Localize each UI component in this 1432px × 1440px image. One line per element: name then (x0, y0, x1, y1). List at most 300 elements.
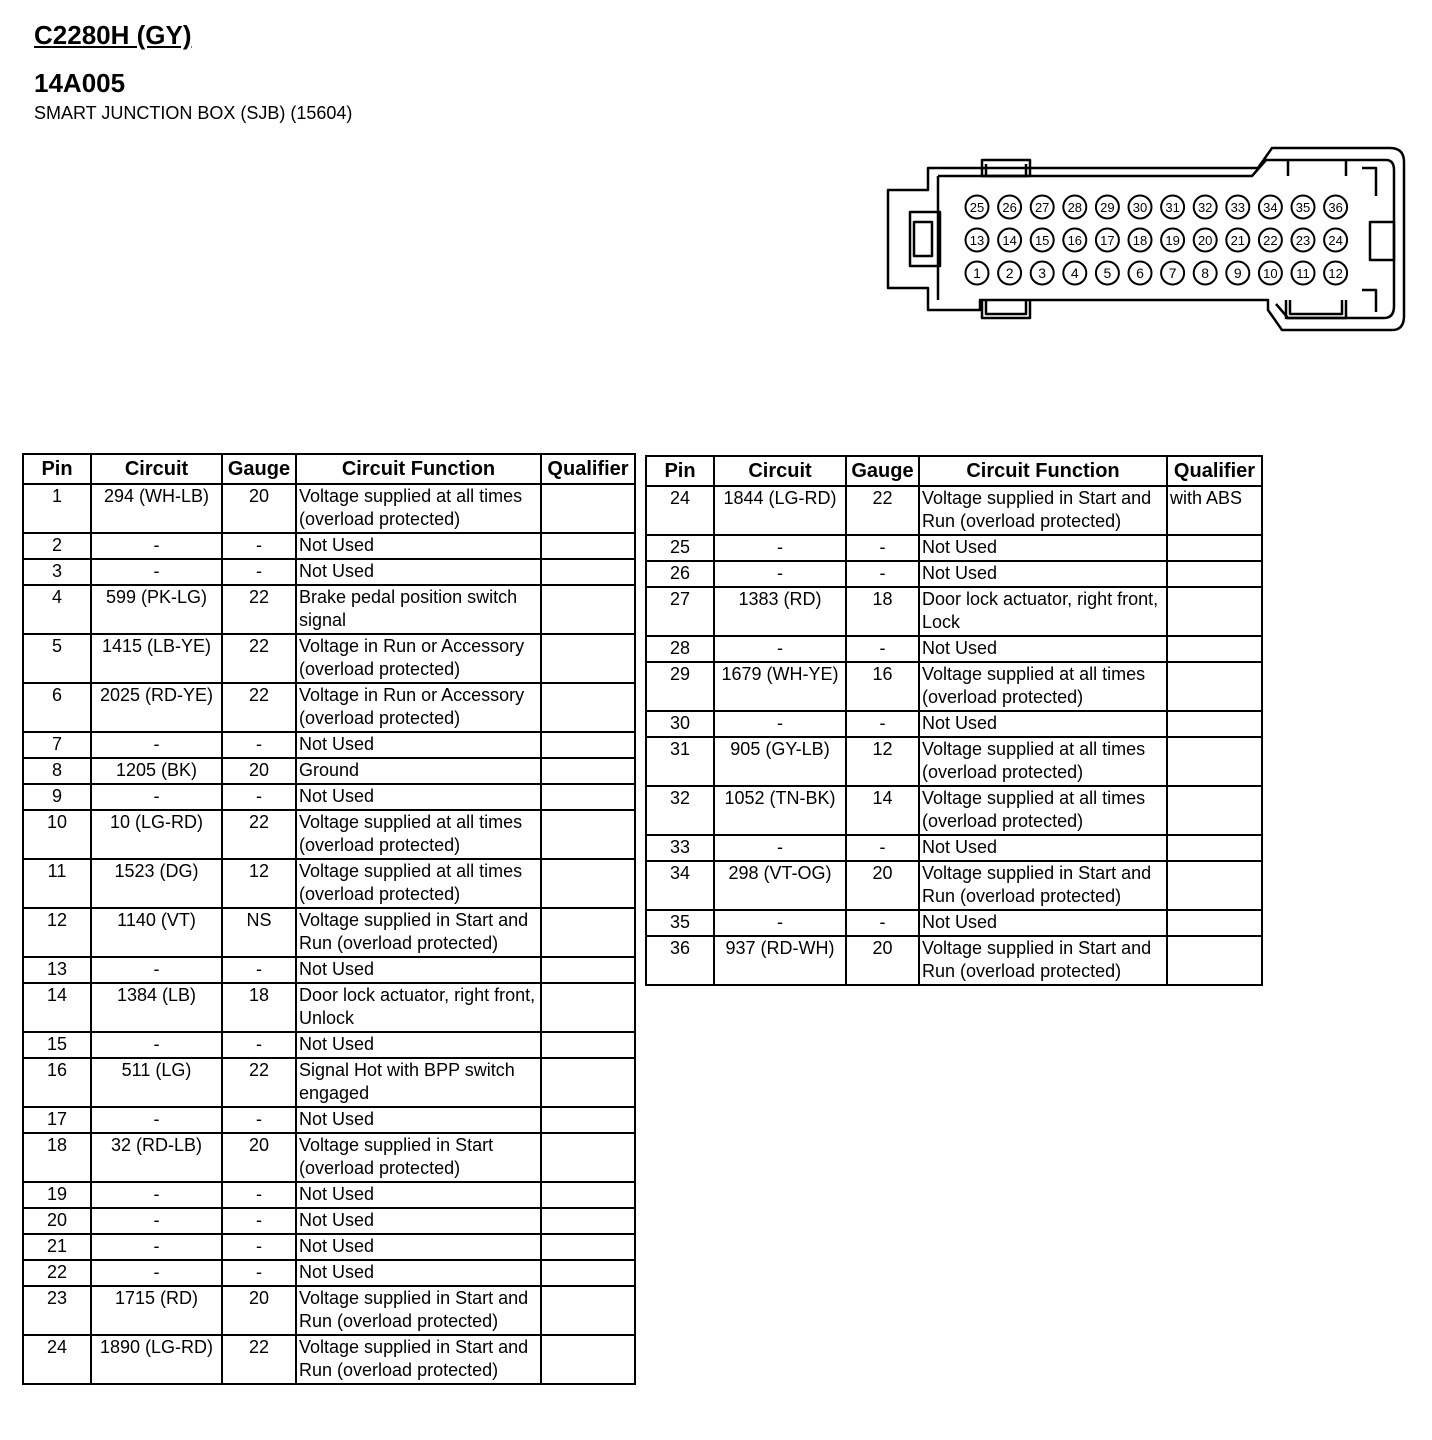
connector-pin (1324, 196, 1347, 219)
connector-pin (1259, 196, 1282, 219)
pin-cell: 6 (23, 683, 91, 732)
table-row (23, 1032, 635, 1058)
circuit-function-cell: Voltage supplied at all times (overload protected) (296, 484, 541, 533)
pin-cell: 2 (23, 533, 91, 559)
gauge-cell: - (222, 732, 296, 758)
qualifier-cell (1167, 535, 1262, 561)
circuit-cell: - (91, 732, 222, 758)
qualifier-cell (1167, 711, 1262, 737)
table-row (646, 835, 1262, 861)
pin-cell: 32 (646, 786, 714, 835)
pin-cell: 9 (23, 784, 91, 810)
col-header-circuit: Circuit (91, 454, 222, 484)
gauge-cell: 22 (846, 486, 919, 535)
pinout-table-right (645, 455, 1263, 986)
qualifier-cell (541, 957, 635, 983)
pin-cell: 1 (23, 484, 91, 533)
gauge-cell: - (222, 1107, 296, 1133)
gauge-cell: 20 (222, 484, 296, 533)
qualifier-cell (1167, 636, 1262, 662)
connector-pin (1161, 229, 1184, 252)
connector-pin (998, 229, 1021, 252)
circuit-function-cell: Voltage supplied in Start and Run (overload protected) (296, 908, 541, 957)
qualifier-cell (541, 983, 635, 1032)
pin-cell: 36 (646, 936, 714, 985)
table-row (646, 636, 1262, 662)
table-row (23, 1286, 635, 1335)
circuit-function-cell: Voltage supplied in Start and Run (overload protected) (296, 1335, 541, 1384)
qualifier-cell (541, 1182, 635, 1208)
circuit-cell: - (91, 1208, 222, 1234)
pin-number: 27 (1034, 200, 1050, 215)
circuit-cell: 1523 (DG) (91, 859, 222, 908)
circuit-cell: - (714, 910, 846, 936)
pin-number: 19 (1165, 233, 1180, 248)
qualifier-cell (541, 559, 635, 585)
circuit-cell: 1384 (LB) (91, 983, 222, 1032)
pin-number: 4 (1070, 265, 1079, 281)
pin-number: 20 (1197, 233, 1213, 248)
qualifier-cell (541, 732, 635, 758)
table-row (646, 711, 1262, 737)
table-row (23, 784, 635, 810)
pin-cell: 33 (646, 835, 714, 861)
connector-pin (1063, 229, 1086, 252)
pin-number: 10 (1263, 266, 1278, 281)
gauge-cell: 22 (222, 683, 296, 732)
table-row (23, 1260, 635, 1286)
connector-pin (1031, 262, 1054, 285)
pin-number: 16 (1067, 233, 1083, 248)
gauge-cell: - (222, 957, 296, 983)
circuit-cell: - (91, 559, 222, 585)
pin-cell: 27 (646, 587, 714, 636)
table-row (23, 1208, 635, 1234)
pin-number: 28 (1067, 200, 1083, 215)
circuit-function-cell: Voltage supplied at all times (overload protected) (919, 737, 1167, 786)
connector-pin (1324, 229, 1347, 252)
pin-cell: 22 (23, 1260, 91, 1286)
connector-pin (1194, 196, 1217, 219)
circuit-cell: 1844 (LG-RD) (714, 486, 846, 535)
gauge-cell: 12 (222, 859, 296, 908)
gauge-cell: 22 (222, 1335, 296, 1384)
circuit-function-cell: Door lock actuator, right front, Unlock (296, 983, 541, 1032)
pin-number: 7 (1168, 265, 1177, 281)
pin-number: 1 (973, 265, 981, 281)
connector-pin (966, 262, 989, 285)
pin-number: 36 (1328, 200, 1343, 215)
pin-number: 34 (1263, 200, 1278, 215)
table-row (23, 683, 635, 732)
qualifier-cell (541, 784, 635, 810)
circuit-function-cell: Not Used (296, 957, 541, 983)
pin-number: 6 (1136, 265, 1144, 281)
table-row (23, 810, 635, 859)
gauge-cell: 22 (222, 585, 296, 634)
circuit-function-cell: Signal Hot with BPP switch engaged (296, 1058, 541, 1107)
pin-cell: 31 (646, 737, 714, 786)
circuit-cell: 1890 (LG-RD) (91, 1335, 222, 1384)
circuit-cell: - (91, 1234, 222, 1260)
pin-cell: 11 (23, 859, 91, 908)
pin-number: 29 (1100, 200, 1115, 215)
pin-cell: 35 (646, 910, 714, 936)
pin-number: 31 (1165, 200, 1180, 215)
qualifier-cell (541, 1286, 635, 1335)
pin-cell: 25 (646, 535, 714, 561)
pin-number: 17 (1100, 233, 1115, 248)
col-header-gauge: Gauge (222, 454, 296, 484)
table-row (646, 535, 1262, 561)
circuit-cell: 2025 (RD-YE) (91, 683, 222, 732)
connector-pin (998, 262, 1021, 285)
pin-cell: 12 (23, 908, 91, 957)
pin-cell: 23 (23, 1286, 91, 1335)
circuit-function-cell: Voltage in Run or Accessory (overload protected) (296, 683, 541, 732)
connector-pin (966, 229, 989, 252)
gauge-cell: - (846, 711, 919, 737)
circuit-cell: 1052 (TN-BK) (714, 786, 846, 835)
circuit-function-cell: Brake pedal position switch signal (296, 585, 541, 634)
pin-cell: 20 (23, 1208, 91, 1234)
qualifier-cell (541, 683, 635, 732)
pin-cell: 21 (23, 1234, 91, 1260)
pin-cell: 15 (23, 1032, 91, 1058)
pin-cell: 8 (23, 758, 91, 784)
circuit-function-cell: Not Used (296, 1182, 541, 1208)
connector-pin (1129, 196, 1152, 219)
connector-pin (1194, 229, 1217, 252)
circuit-cell: 1140 (VT) (91, 908, 222, 957)
connector-pin (1063, 196, 1086, 219)
gauge-cell: 16 (846, 662, 919, 711)
pin-cell: 7 (23, 732, 91, 758)
table-row (646, 936, 1262, 985)
table-row (23, 908, 635, 957)
qualifier-cell (1167, 737, 1262, 786)
pin-cell: 24 (646, 486, 714, 535)
pin-cell: 17 (23, 1107, 91, 1133)
col-header-qualifier: Qualifier (541, 454, 635, 484)
pin-cell: 30 (646, 711, 714, 737)
table-row (23, 585, 635, 634)
qualifier-cell (1167, 662, 1262, 711)
qualifier-cell (1167, 910, 1262, 936)
qualifier-cell: with ABS (1167, 486, 1262, 535)
circuit-cell: 294 (WH-LB) (91, 484, 222, 533)
pin-cell: 13 (23, 957, 91, 983)
connector-pin (1129, 262, 1152, 285)
pin-number: 23 (1295, 233, 1311, 248)
circuit-cell: - (714, 711, 846, 737)
gauge-cell: - (846, 835, 919, 861)
connector-pin (1161, 196, 1184, 219)
pin-cell: 5 (23, 634, 91, 683)
circuit-cell: - (91, 533, 222, 559)
qualifier-cell (541, 484, 635, 533)
circuit-function-cell: Not Used (296, 1208, 541, 1234)
qualifier-cell (541, 1260, 635, 1286)
pin-number: 21 (1230, 233, 1246, 248)
circuit-function-cell: Not Used (919, 535, 1167, 561)
qualifier-cell (541, 1335, 635, 1384)
circuit-function-cell: Voltage supplied at all times (overload protected) (296, 810, 541, 859)
qualifier-cell (1167, 786, 1262, 835)
qualifier-cell (1167, 835, 1262, 861)
pin-cell: 24 (23, 1335, 91, 1384)
circuit-function-cell: Not Used (296, 1260, 541, 1286)
pin-number: 15 (1034, 233, 1050, 248)
connector-pin (966, 196, 989, 219)
circuit-function-cell: Not Used (296, 559, 541, 585)
circuit-cell: - (91, 784, 222, 810)
connector-pin (1129, 229, 1152, 252)
circuit-function-cell: Voltage supplied in Start and Run (overload protected) (919, 486, 1167, 535)
connector-pin (1031, 229, 1054, 252)
circuit-function-cell: Not Used (919, 561, 1167, 587)
circuit-function-cell: Not Used (296, 1032, 541, 1058)
qualifier-cell (541, 1133, 635, 1182)
table-row (23, 1058, 635, 1107)
table-row (23, 1133, 635, 1182)
gauge-cell: 22 (222, 634, 296, 683)
qualifier-cell (541, 810, 635, 859)
table-row (23, 859, 635, 908)
col-header-pin: Pin (23, 454, 91, 484)
table-header-row (646, 456, 1262, 486)
circuit-cell: 1205 (BK) (91, 758, 222, 784)
gauge-cell: NS (222, 908, 296, 957)
qualifier-cell (541, 1032, 635, 1058)
connector-pin (1226, 229, 1249, 252)
pin-cell: 3 (23, 559, 91, 585)
connector-pin (1259, 262, 1282, 285)
qualifier-cell (541, 1058, 635, 1107)
connector-pin (1292, 229, 1315, 252)
table-row (646, 486, 1262, 535)
table-row (23, 1182, 635, 1208)
circuit-function-cell: Not Used (296, 1107, 541, 1133)
circuit-function-cell: Voltage supplied in Start and Run (overload protected) (919, 936, 1167, 985)
pin-number: 30 (1132, 200, 1148, 215)
qualifier-cell (541, 908, 635, 957)
table-row (23, 732, 635, 758)
part-number: 14A005 (34, 68, 126, 98)
col-header-circuit: Circuit (714, 456, 846, 486)
circuit-cell: - (91, 1260, 222, 1286)
connector-id: C2280H (GY) (34, 20, 192, 50)
col-header-qualifier: Qualifier (1167, 456, 1262, 486)
table-row (23, 533, 635, 559)
table-row (23, 957, 635, 983)
circuit-cell: - (91, 1182, 222, 1208)
circuit-function-cell: Not Used (296, 1234, 541, 1260)
connector-pin (1096, 262, 1119, 285)
circuit-cell: - (714, 835, 846, 861)
qualifier-cell (541, 1107, 635, 1133)
table-row (23, 634, 635, 683)
circuit-cell: 1715 (RD) (91, 1286, 222, 1335)
table-row (646, 662, 1262, 711)
gauge-cell: 20 (222, 758, 296, 784)
connector-pin (1194, 262, 1217, 285)
table-row (646, 561, 1262, 587)
connector-pin (1226, 262, 1249, 285)
pin-number: 25 (969, 200, 985, 215)
gauge-cell: 20 (222, 1286, 296, 1335)
circuit-cell: - (714, 636, 846, 662)
pin-cell: 18 (23, 1133, 91, 1182)
table-row (23, 758, 635, 784)
pin-cell: 26 (646, 561, 714, 587)
circuit-function-cell: Not Used (296, 533, 541, 559)
circuit-function-cell: Voltage supplied in Start (overload protected) (296, 1133, 541, 1182)
gauge-cell: 18 (222, 983, 296, 1032)
circuit-cell: - (91, 1032, 222, 1058)
qualifier-cell (1167, 587, 1262, 636)
pin-number: 5 (1103, 265, 1112, 281)
gauge-cell: - (222, 1260, 296, 1286)
gauge-cell: - (222, 559, 296, 585)
table-row (23, 1234, 635, 1260)
circuit-cell: 1415 (LB-YE) (91, 634, 222, 683)
col-header-circuit-function: Circuit Function (919, 456, 1167, 486)
pin-number: 9 (1233, 265, 1242, 281)
pin-cell: 29 (646, 662, 714, 711)
table-row (646, 587, 1262, 636)
pin-number: 11 (1296, 266, 1310, 281)
col-header-gauge: Gauge (846, 456, 919, 486)
connector-pin (1226, 196, 1249, 219)
circuit-cell: 298 (VT-OG) (714, 861, 846, 910)
circuit-cell: 32 (RD-LB) (91, 1133, 222, 1182)
circuit-function-cell: Voltage supplied in Start and Run (overload protected) (919, 861, 1167, 910)
circuit-function-cell: Voltage in Run or Accessory (overload protected) (296, 634, 541, 683)
gauge-cell: 22 (222, 1058, 296, 1107)
circuit-function-cell: Not Used (919, 835, 1167, 861)
circuit-function-cell: Voltage supplied at all times (overload protected) (296, 859, 541, 908)
gauge-cell: - (846, 636, 919, 662)
circuit-cell: 599 (PK-LG) (91, 585, 222, 634)
pin-number: 22 (1263, 233, 1278, 248)
qualifier-cell (1167, 936, 1262, 985)
component-name: SMART JUNCTION BOX (SJB) (15604) (34, 103, 353, 123)
circuit-cell: 1383 (RD) (714, 587, 846, 636)
circuit-function-cell: Voltage supplied at all times (overload protected) (919, 786, 1167, 835)
table-row (646, 910, 1262, 936)
connector-pin (1096, 196, 1119, 219)
pin-number: 33 (1230, 200, 1246, 215)
gauge-cell: - (846, 910, 919, 936)
connector-face-diagram (884, 145, 1412, 340)
gauge-cell: - (222, 1032, 296, 1058)
circuit-cell: - (714, 535, 846, 561)
pin-number: 13 (969, 233, 985, 248)
gauge-cell: 18 (846, 587, 919, 636)
gauge-cell: - (846, 561, 919, 587)
pin-number: 8 (1201, 265, 1210, 281)
pin-number: 12 (1328, 266, 1343, 281)
gauge-cell: - (222, 1182, 296, 1208)
connector-pin (1292, 196, 1315, 219)
col-header-pin: Pin (646, 456, 714, 486)
table-row (23, 559, 635, 585)
circuit-function-cell: Not Used (919, 636, 1167, 662)
pin-cell: 14 (23, 983, 91, 1032)
pin-cell: 16 (23, 1058, 91, 1107)
circuit-cell: 511 (LG) (91, 1058, 222, 1107)
pin-number: 26 (1002, 200, 1017, 215)
qualifier-cell (1167, 561, 1262, 587)
connector-pin-grid (966, 196, 1348, 285)
pin-number: 14 (1002, 233, 1017, 248)
circuit-function-cell: Not Used (296, 784, 541, 810)
pin-cell: 28 (646, 636, 714, 662)
pinout-table-left (22, 453, 636, 1385)
connector-pin (1324, 262, 1347, 285)
circuit-cell: - (714, 561, 846, 587)
pin-number: 24 (1328, 233, 1343, 248)
circuit-cell: 10 (LG-RD) (91, 810, 222, 859)
pin-number: 35 (1295, 200, 1311, 215)
connector-pin (1031, 196, 1054, 219)
qualifier-cell (541, 1208, 635, 1234)
connector-pin (1259, 229, 1282, 252)
circuit-function-cell: Voltage supplied at all times (overload protected) (919, 662, 1167, 711)
table-row (23, 484, 635, 533)
circuit-cell: - (91, 957, 222, 983)
gauge-cell: - (222, 1208, 296, 1234)
table-row (646, 786, 1262, 835)
qualifier-cell (541, 634, 635, 683)
pin-number: 2 (1005, 265, 1014, 281)
pin-cell: 19 (23, 1182, 91, 1208)
col-header-circuit-function: Circuit Function (296, 454, 541, 484)
circuit-function-cell: Not Used (919, 711, 1167, 737)
pin-cell: 34 (646, 861, 714, 910)
gauge-cell: - (846, 535, 919, 561)
pin-number: 32 (1197, 200, 1213, 215)
connector-pin (1161, 262, 1184, 285)
circuit-cell: 1679 (WH-YE) (714, 662, 846, 711)
circuit-cell: 905 (GY-LB) (714, 737, 846, 786)
table-row (23, 1335, 635, 1384)
circuit-function-cell: Ground (296, 758, 541, 784)
pin-number: 3 (1038, 265, 1047, 281)
qualifier-cell (541, 533, 635, 559)
table-row (23, 1107, 635, 1133)
circuit-function-cell: Door lock actuator, right front, Lock (919, 587, 1167, 636)
pin-cell: 10 (23, 810, 91, 859)
table-row (23, 983, 635, 1032)
qualifier-cell (541, 859, 635, 908)
pin-number: 18 (1132, 233, 1148, 248)
circuit-function-cell: Not Used (296, 732, 541, 758)
connector-pin (1063, 262, 1086, 285)
table-header-row (23, 454, 635, 484)
table-row (646, 737, 1262, 786)
gauge-cell: 20 (222, 1133, 296, 1182)
gauge-cell: 20 (846, 936, 919, 985)
qualifier-cell (541, 585, 635, 634)
pin-cell: 4 (23, 585, 91, 634)
table-row (646, 861, 1262, 910)
qualifier-cell (541, 758, 635, 784)
connector-pin (1096, 229, 1119, 252)
gauge-cell: 12 (846, 737, 919, 786)
gauge-cell: - (222, 533, 296, 559)
